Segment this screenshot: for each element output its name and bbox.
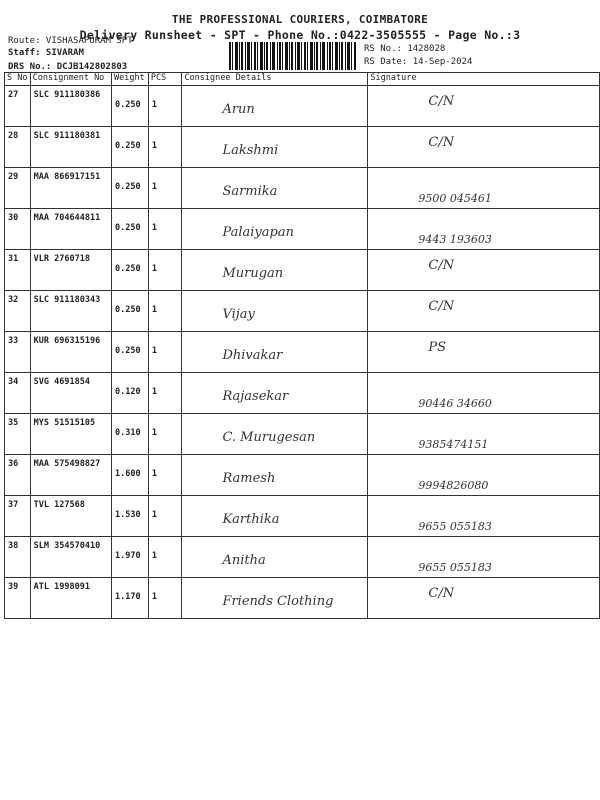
runsheet-table — [4, 72, 600, 619]
table-row — [5, 86, 600, 127]
signature-cell — [368, 578, 600, 619]
table-row — [5, 250, 600, 291]
consignee-cell — [182, 496, 368, 537]
consignment-cell: ATL 1998091 — [30, 578, 111, 619]
signature-phone: 9443 193603 — [418, 233, 492, 246]
col-signature: Signature — [368, 73, 600, 86]
consignee-name: Lakshmi — [222, 143, 279, 158]
sno-cell: 29 — [5, 168, 31, 209]
sno-cell: 33 — [5, 332, 31, 373]
company-title: THE PROFESSIONAL COURIERS, COIMBATORE — [171, 13, 429, 26]
consignment-cell: SLM 354570410 — [30, 537, 111, 578]
signature-cell — [368, 332, 600, 373]
consignment-cell: MAA 575498827 — [30, 455, 111, 496]
col-consignment: Consignment No — [30, 73, 111, 86]
signature-cell — [368, 209, 600, 250]
signature-mark: C/N — [428, 258, 455, 273]
table-row — [5, 455, 600, 496]
signature-cell — [368, 86, 600, 127]
pcs-cell: 1 — [148, 373, 182, 414]
consignee-cell — [182, 127, 368, 168]
pcs-cell: 1 — [148, 414, 182, 455]
consignment-cell: SLC 911180343 — [30, 291, 111, 332]
pcs-cell: 1 — [148, 250, 182, 291]
pcs-cell: 1 — [148, 455, 182, 496]
pcs-cell: 1 — [148, 86, 182, 127]
consignee-name: Ramesh — [222, 471, 276, 486]
rs-number: RS No.: 1428028 — [364, 44, 446, 54]
consignee-cell — [182, 86, 368, 127]
consignee-name: Friends Clothing — [222, 594, 334, 609]
col-consignee: Consignee Details — [182, 73, 368, 86]
signature-mark: C/N — [428, 299, 455, 314]
consignee-name: Vijay — [222, 307, 255, 322]
table-row — [5, 537, 600, 578]
sno-cell: 30 — [5, 209, 31, 250]
table-row — [5, 209, 600, 250]
weight-cell: 0.250 — [112, 86, 149, 127]
consignment-cell: TVL 127568 — [30, 496, 111, 537]
pcs-cell: 1 — [148, 127, 182, 168]
consignee-cell — [182, 373, 368, 414]
signature-cell — [368, 373, 600, 414]
signature-mark: C/N — [428, 135, 455, 150]
table-row — [5, 414, 600, 455]
signature-cell — [368, 250, 600, 291]
rs-date: RS Date: 14-Sep-2024 — [364, 57, 473, 67]
table-row — [5, 373, 600, 414]
table-row — [5, 291, 600, 332]
signature-mark: C/N — [428, 586, 455, 601]
signature-phone: 90446 34660 — [418, 397, 492, 410]
sno-cell: 36 — [5, 455, 31, 496]
consignee-cell — [182, 578, 368, 619]
consignee-name: Arun — [222, 102, 255, 117]
signature-phone: 9500 045461 — [418, 192, 492, 205]
table-row — [5, 127, 600, 168]
col-pcs: PCS — [148, 73, 182, 86]
consignment-cell: SLC 911180381 — [30, 127, 111, 168]
col-weight: Weight — [112, 73, 149, 86]
consignment-cell: KUR 696315196 — [30, 332, 111, 373]
pcs-cell: 1 — [148, 537, 182, 578]
signature-phone: 9385474151 — [418, 438, 489, 451]
sno-cell: 37 — [5, 496, 31, 537]
consignment-cell: MAA 866917151 — [30, 168, 111, 209]
signature-phone: 9655 055183 — [418, 520, 492, 533]
consignment-cell: SLC 911180386 — [30, 86, 111, 127]
table-row — [5, 168, 600, 209]
consignment-cell: MYS 51515105 — [30, 414, 111, 455]
sno-cell: 27 — [5, 86, 31, 127]
consignment-cell: SVG 4691854 — [30, 373, 111, 414]
signature-cell — [368, 291, 600, 332]
signature-mark: PS — [428, 340, 447, 355]
sno-cell: 34 — [5, 373, 31, 414]
table-row — [5, 578, 600, 619]
sno-cell: 32 — [5, 291, 31, 332]
weight-cell: 0.250 — [112, 332, 149, 373]
signature-cell — [368, 455, 600, 496]
pcs-cell: 1 — [148, 168, 182, 209]
consignee-name: C. Murugesan — [222, 430, 316, 445]
consignee-name: Rajasekar — [222, 389, 289, 404]
barcode — [229, 42, 357, 70]
consignee-cell — [182, 250, 368, 291]
weight-cell: 0.250 — [112, 250, 149, 291]
consignee-cell — [182, 332, 368, 373]
consignee-name: Sarmika — [222, 184, 278, 199]
consignee-name: Dhivakar — [222, 348, 283, 363]
signature-cell — [368, 414, 600, 455]
pcs-cell: 1 — [148, 578, 182, 619]
consignee-cell — [182, 537, 368, 578]
pcs-cell: 1 — [148, 291, 182, 332]
pcs-cell: 1 — [148, 496, 182, 537]
runsheet-subtitle: Delivery Runsheet - SPT - Phone No.:0422-3505555 - Page No.:3 — [79, 28, 521, 42]
weight-cell: 0.250 — [112, 291, 149, 332]
signature-mark: C/N — [428, 94, 455, 109]
col-sno: S No — [5, 73, 31, 86]
signature-cell — [368, 496, 600, 537]
consignee-name: Anitha — [222, 553, 266, 568]
sno-cell: 39 — [5, 578, 31, 619]
table-header-row — [5, 73, 600, 86]
weight-cell: 0.310 — [112, 414, 149, 455]
consignee-cell — [182, 414, 368, 455]
table-row — [5, 496, 600, 537]
weight-cell: 0.250 — [112, 127, 149, 168]
signature-phone: 9655 055183 — [418, 561, 492, 574]
sno-cell: 31 — [5, 250, 31, 291]
weight-cell: 1.530 — [112, 496, 149, 537]
route-label: Route: VISHASAPURAM SPT — [8, 36, 133, 46]
weight-cell: 1.170 — [112, 578, 149, 619]
consignee-name: Palaiyapan — [222, 225, 294, 240]
staff-label: Staff: SIVARAM — [8, 48, 84, 58]
consignee-cell — [182, 168, 368, 209]
pcs-cell: 1 — [148, 209, 182, 250]
signature-phone: 9994826080 — [418, 479, 489, 492]
consignee-cell — [182, 455, 368, 496]
consignee-cell — [182, 291, 368, 332]
signature-cell — [368, 127, 600, 168]
consignment-cell: MAA 704644811 — [30, 209, 111, 250]
table-row — [5, 332, 600, 373]
weight-cell: 0.250 — [112, 168, 149, 209]
signature-cell — [368, 537, 600, 578]
weight-cell: 0.250 — [112, 209, 149, 250]
sno-cell: 38 — [5, 537, 31, 578]
consignee-name: Murugan — [222, 266, 284, 281]
sno-cell: 28 — [5, 127, 31, 168]
weight-cell: 1.970 — [112, 537, 149, 578]
consignee-cell — [182, 209, 368, 250]
consignment-cell: VLR 2760718 — [30, 250, 111, 291]
drs-number: DRS No.: DCJB142802803 — [8, 62, 128, 72]
weight-cell: 0.120 — [112, 373, 149, 414]
signature-cell — [368, 168, 600, 209]
pcs-cell: 1 — [148, 332, 182, 373]
consignee-name: Karthika — [222, 512, 280, 527]
sno-cell: 35 — [5, 414, 31, 455]
weight-cell: 1.600 — [112, 455, 149, 496]
